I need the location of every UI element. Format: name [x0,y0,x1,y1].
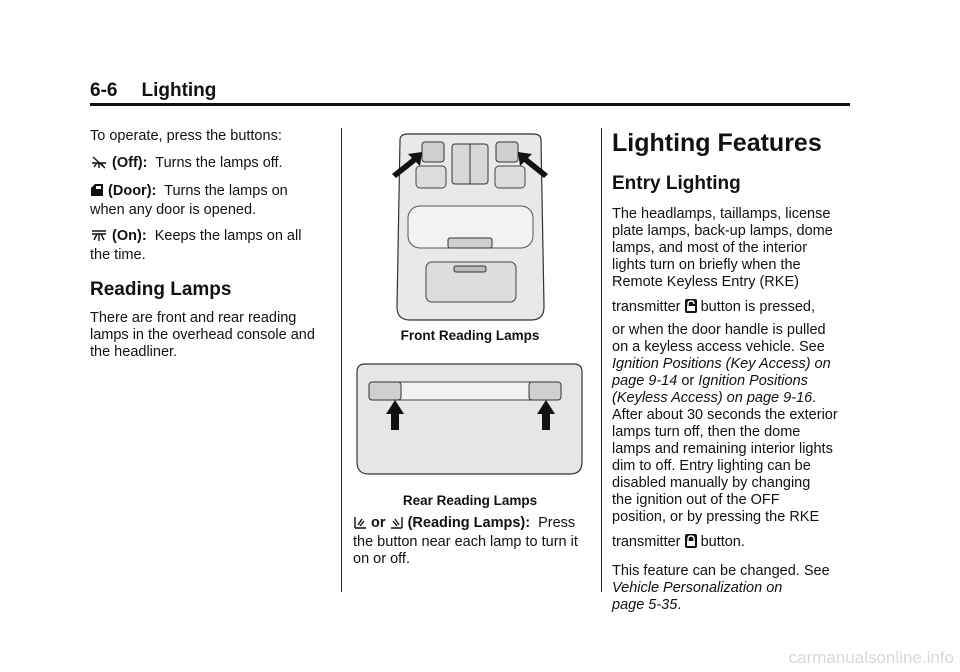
front-arrows [388,148,553,188]
left-arrow-icon [392,152,422,178]
header-rule [90,103,850,106]
link-keyless-access[interactable]: Ignition Positions [698,373,808,389]
column-1 [90,128,330,361]
entry-paragraph-1: The headlamps, taillamps, license plate lamps, back-up lamps, dome lamps, and most of the interior lights turn on briefly when the Remote Keyless Entry (RKE) [612,206,833,290]
transmitter-line: transmitter button is pressed, [612,299,852,318]
unlock-icon [685,299,697,318]
intro-text: To operate, press the buttons: [90,128,282,144]
link-key-access-page[interactable]: page 9-14 [612,373,678,389]
section-title: Lighting [141,80,217,101]
link-key-access[interactable]: Ignition Positions (Key Access) on [612,356,831,372]
right-arrow-icon [518,152,548,178]
off-line: (Off): Turns the lamps off. [90,155,330,174]
entry-paragraph-4: This feature can be changed. See Vehicle Personalization on page 5-35. [612,563,830,613]
page-header [90,80,216,102]
rear-caption: Rear Reading Lamps [402,493,538,508]
rear-reading-lamps-figure [353,362,586,477]
reading-lamp-right-icon [390,515,404,534]
lighting-features-heading: Lighting Features [612,129,822,157]
lock-icon [685,534,697,553]
entry-paragraph-2: or when the door handle is pulled on a keyless access vehicle. See Ignition Positions (Key Access) on page 9-14 or Ignition Positions (Keyless Access) on page 9-16. After about 30 seconds the exterior lamps turn off, then the dome lamps and remaining interior lights dim to off. Entry lighting can be disabled manually by changing the ignition out of the OFF position, or by pressing the RKE [612,322,838,525]
door-icon [90,183,104,202]
column-divider-1 [341,128,342,592]
link-vehicle-personalization-page[interactable]: page 5-35 [612,597,678,613]
link-keyless-access-page[interactable]: (Keyless Access) on page 9-16 [612,390,813,406]
lamp-on-icon [90,228,108,247]
reading-lamp-left-icon [353,515,367,534]
door-line: (Door): Turns the lamps on when any door is opened. [90,183,288,218]
page-number: 6-6 [90,80,118,101]
watermark: carmanualsonline.info [788,648,954,667]
column-3 [612,128,852,614]
column-divider-2 [601,128,602,592]
lamp-off-icon [90,155,108,174]
reading-lamps-heading: Reading Lamps [90,279,232,300]
transmitter-line-2: transmitter button. [612,534,852,553]
reading-lamps-desc: or (Reading Lamps): Press the button near each lamp to turn it on or off. [353,515,578,567]
on-line: (On): Keeps the lamps on all the time. [90,228,302,263]
reading-lamps-text: There are front and rear reading lamps in the overhead console and the headliner. [90,310,315,360]
front-caption: Front Reading Lamps [400,328,540,343]
entry-lighting-heading: Entry Lighting [612,173,741,194]
link-vehicle-personalization[interactable]: Vehicle Personalization on [612,580,783,596]
